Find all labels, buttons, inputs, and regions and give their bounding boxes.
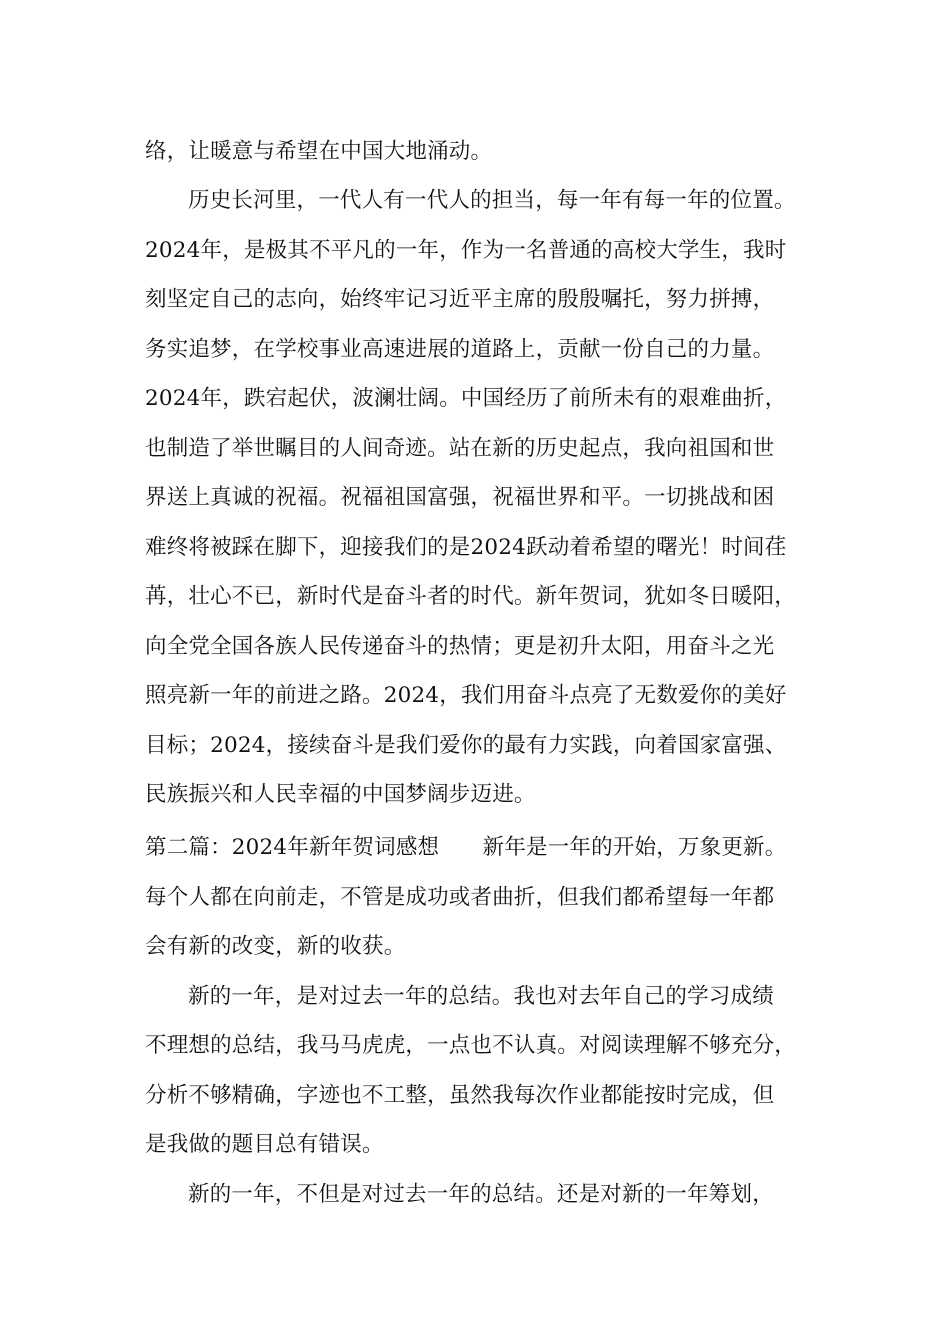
text-line: 难终将被踩在脚下，迎接我们的是2024跃动着希望的曙光！时间荏 xyxy=(145,535,787,560)
text-line: 刻坚定自己的志向，始终牢记习近平主席的殷殷嘱托，努力拼搏， xyxy=(145,287,775,312)
text-line: 务实追梦，在学校事业高速进展的道路上，贡献一份自己的力量。 xyxy=(145,337,775,362)
text-line: 络，让暖意与希望在中国大地涌动。 xyxy=(145,139,493,164)
text-line: 界送上真诚的祝福。祝福祖国富强，祝福世界和平。一切挑战和困 xyxy=(145,485,775,510)
text-line: 不理想的总结，我马马虎虎，一点也不认真。对阅读理解不够充分， xyxy=(145,1033,797,1058)
text-line: 也制造了举世瞩目的人间奇迹。站在新的历史起点，我向祖国和世 xyxy=(145,436,775,461)
text-line: 历史长河里，一代人有一代人的担当，每一年有每一年的位置。 xyxy=(188,188,796,213)
text-line: 2024年，跌宕起伏，波澜壮阔。中国经历了前所未有的艰难曲折， xyxy=(145,386,787,411)
text-line: 向全党全国各族人民传递奋斗的热情；更是初升太阳，用奋斗之光 xyxy=(145,634,775,659)
text-line: 分析不够精确，字迹也不工整，虽然我每次作业都能按时完成，但 xyxy=(145,1083,775,1108)
text-line: 新的一年，不但是对过去一年的总结。还是对新的一年筹划， xyxy=(188,1182,774,1207)
text-line: 每个人都在向前走，不管是成功或者曲折，但我们都希望每一年都 xyxy=(145,885,775,910)
text-line: 目标；2024，接续奋斗是我们爱你的最有力实践，向着国家富强、 xyxy=(145,733,787,758)
text-line: 苒，壮心不已，新时代是奋斗者的时代。新年贺词，犹如冬日暖阳， xyxy=(145,584,797,609)
section-heading-line: 第二篇：2024年新年贺词感想 新年是一年的开始，万象更新。 xyxy=(145,835,787,860)
text-line: 新的一年，是对过去一年的总结。我也对去年自己的学习成绩 xyxy=(188,984,774,1009)
text-line: 照亮新一年的前进之路。2024，我们用奋斗点亮了无数爱你的美好 xyxy=(145,683,787,708)
text-line: 是我做的题目总有错误。 xyxy=(145,1132,384,1157)
text-line: 会有新的改变，新的收获。 xyxy=(145,934,406,959)
text-line: 2024年，是极其不平凡的一年，作为一名普通的高校大学生，我时 xyxy=(145,238,787,263)
text-line: 民族振兴和人民幸福的中国梦阔步迈进。 xyxy=(145,782,536,807)
